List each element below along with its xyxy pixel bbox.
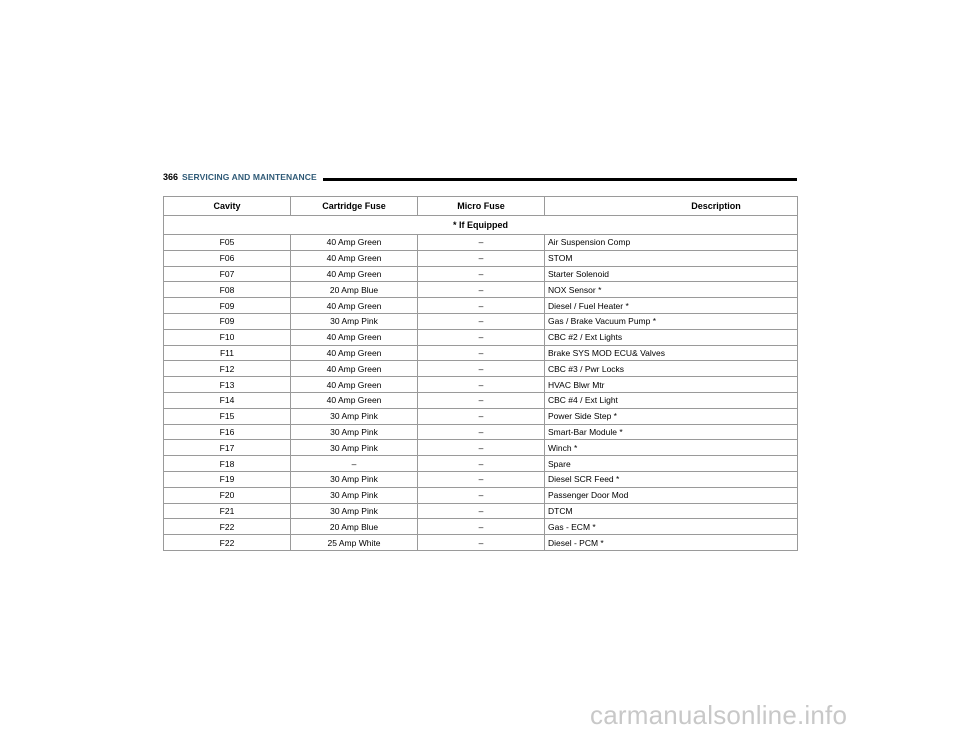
micro-fuse-cell: – bbox=[418, 487, 545, 503]
table-row bbox=[164, 235, 798, 251]
description-cell: STOM bbox=[545, 250, 798, 266]
cartridge-fuse-cell: 30 Amp Pink bbox=[291, 503, 418, 519]
table-row bbox=[164, 282, 798, 298]
fuse-table bbox=[163, 196, 798, 551]
table-row bbox=[164, 456, 798, 472]
cartridge-fuse-cell: 40 Amp Green bbox=[291, 298, 418, 314]
cartridge-fuse-cell: 30 Amp Pink bbox=[291, 440, 418, 456]
cavity-cell: F05 bbox=[164, 235, 291, 251]
micro-fuse-cell: – bbox=[418, 440, 545, 456]
if-equipped-row bbox=[164, 216, 798, 235]
micro-fuse-cell: – bbox=[418, 282, 545, 298]
cartridge-fuse-cell: 20 Amp Blue bbox=[291, 282, 418, 298]
cavity-cell: F08 bbox=[164, 282, 291, 298]
description-cell: Diesel - PCM * bbox=[545, 535, 798, 551]
micro-fuse-cell: – bbox=[418, 298, 545, 314]
column-header-cartridge-fuse: Cartridge Fuse bbox=[291, 197, 418, 216]
table-header-row bbox=[164, 197, 798, 216]
table-row bbox=[164, 298, 798, 314]
table-body bbox=[164, 216, 798, 551]
cavity-cell: F15 bbox=[164, 408, 291, 424]
micro-fuse-cell: – bbox=[418, 313, 545, 329]
description-cell: CBC #3 / Pwr Locks bbox=[545, 361, 798, 377]
description-cell: Spare bbox=[545, 456, 798, 472]
micro-fuse-cell: – bbox=[418, 235, 545, 251]
micro-fuse-cell: – bbox=[418, 519, 545, 535]
description-cell: Diesel SCR Feed * bbox=[545, 471, 798, 487]
cavity-cell: F21 bbox=[164, 503, 291, 519]
table-row bbox=[164, 535, 798, 551]
page-number: 366 bbox=[163, 172, 179, 182]
column-header-cavity: Cavity bbox=[164, 197, 291, 216]
table-row bbox=[164, 424, 798, 440]
description-cell: Gas - ECM * bbox=[545, 519, 798, 535]
cartridge-fuse-cell: – bbox=[291, 456, 418, 472]
table-row bbox=[164, 471, 798, 487]
cartridge-fuse-cell: 30 Amp Pink bbox=[291, 487, 418, 503]
if-equipped-note: * If Equipped bbox=[164, 216, 798, 235]
table-row bbox=[164, 377, 798, 393]
cavity-cell: F09 bbox=[164, 313, 291, 329]
page-header bbox=[163, 172, 797, 186]
cavity-cell: F11 bbox=[164, 345, 291, 361]
watermark: carmanualsonline.info bbox=[590, 700, 848, 730]
column-header-micro-fuse: Micro Fuse bbox=[418, 197, 545, 216]
cartridge-fuse-cell: 40 Amp Green bbox=[291, 361, 418, 377]
cavity-cell: F16 bbox=[164, 424, 291, 440]
micro-fuse-cell: – bbox=[418, 377, 545, 393]
column-header-description: Description bbox=[545, 197, 798, 216]
description-cell: Brake SYS MOD ECU& Valves bbox=[545, 345, 798, 361]
cartridge-fuse-cell: 40 Amp Green bbox=[291, 329, 418, 345]
cartridge-fuse-cell: 30 Amp Pink bbox=[291, 408, 418, 424]
micro-fuse-cell: – bbox=[418, 266, 545, 282]
table-row bbox=[164, 361, 798, 377]
cavity-cell: F06 bbox=[164, 250, 291, 266]
cartridge-fuse-cell: 40 Amp Green bbox=[291, 377, 418, 393]
micro-fuse-cell: – bbox=[418, 408, 545, 424]
micro-fuse-cell: – bbox=[418, 361, 545, 377]
cartridge-fuse-cell: 20 Amp Blue bbox=[291, 519, 418, 535]
section-title: SERVICING AND MAINTENANCE bbox=[182, 172, 317, 182]
cavity-cell: F22 bbox=[164, 535, 291, 551]
header-rule bbox=[323, 178, 797, 181]
cartridge-fuse-cell: 30 Amp Pink bbox=[291, 313, 418, 329]
cavity-cell: F10 bbox=[164, 329, 291, 345]
description-cell: CBC #4 / Ext Light bbox=[545, 392, 798, 408]
table-row bbox=[164, 487, 798, 503]
table-row bbox=[164, 503, 798, 519]
micro-fuse-cell: – bbox=[418, 471, 545, 487]
cavity-cell: F18 bbox=[164, 456, 291, 472]
table-row bbox=[164, 408, 798, 424]
cavity-cell: F14 bbox=[164, 392, 291, 408]
description-cell: DTCM bbox=[545, 503, 798, 519]
micro-fuse-cell: – bbox=[418, 503, 545, 519]
micro-fuse-cell: – bbox=[418, 456, 545, 472]
description-cell: Winch * bbox=[545, 440, 798, 456]
description-cell: Diesel / Fuel Heater * bbox=[545, 298, 798, 314]
cavity-cell: F17 bbox=[164, 440, 291, 456]
description-cell: CBC #2 / Ext Lights bbox=[545, 329, 798, 345]
description-cell: Power Side Step * bbox=[545, 408, 798, 424]
cavity-cell: F19 bbox=[164, 471, 291, 487]
cartridge-fuse-cell: 40 Amp Green bbox=[291, 250, 418, 266]
table-row bbox=[164, 313, 798, 329]
cartridge-fuse-cell: 25 Amp White bbox=[291, 535, 418, 551]
table-row bbox=[164, 345, 798, 361]
table-row bbox=[164, 440, 798, 456]
cavity-cell: F07 bbox=[164, 266, 291, 282]
micro-fuse-cell: – bbox=[418, 345, 545, 361]
description-cell: Passenger Door Mod bbox=[545, 487, 798, 503]
cavity-cell: F13 bbox=[164, 377, 291, 393]
micro-fuse-cell: – bbox=[418, 535, 545, 551]
micro-fuse-cell: – bbox=[418, 329, 545, 345]
table-row bbox=[164, 519, 798, 535]
cavity-cell: F09 bbox=[164, 298, 291, 314]
table-row bbox=[164, 266, 798, 282]
cavity-cell: F12 bbox=[164, 361, 291, 377]
table-row bbox=[164, 250, 798, 266]
description-cell: HVAC Blwr Mtr bbox=[545, 377, 798, 393]
cartridge-fuse-cell: 40 Amp Green bbox=[291, 235, 418, 251]
cavity-cell: F22 bbox=[164, 519, 291, 535]
description-cell: Smart-Bar Module * bbox=[545, 424, 798, 440]
description-cell: NOX Sensor * bbox=[545, 282, 798, 298]
micro-fuse-cell: – bbox=[418, 424, 545, 440]
description-cell: Air Suspension Comp bbox=[545, 235, 798, 251]
micro-fuse-cell: – bbox=[418, 392, 545, 408]
table-row bbox=[164, 392, 798, 408]
description-cell: Starter Solenoid bbox=[545, 266, 798, 282]
cartridge-fuse-cell: 40 Amp Green bbox=[291, 345, 418, 361]
cartridge-fuse-cell: 40 Amp Green bbox=[291, 392, 418, 408]
description-cell: Gas / Brake Vacuum Pump * bbox=[545, 313, 798, 329]
cartridge-fuse-cell: 30 Amp Pink bbox=[291, 424, 418, 440]
cartridge-fuse-cell: 30 Amp Pink bbox=[291, 471, 418, 487]
cartridge-fuse-cell: 40 Amp Green bbox=[291, 266, 418, 282]
cavity-cell: F20 bbox=[164, 487, 291, 503]
micro-fuse-cell: – bbox=[418, 250, 545, 266]
table-row bbox=[164, 329, 798, 345]
